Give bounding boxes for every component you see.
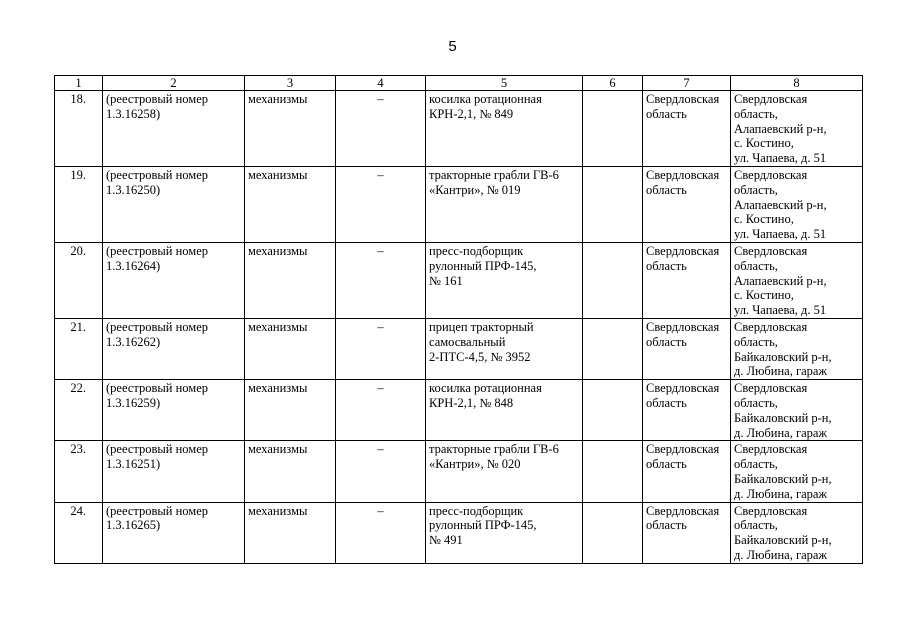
address-cell-line: д. Любина, гараж [734,486,828,501]
address-cell [731,91,863,167]
address-cell-line: Свердловская [734,244,808,258]
address-cell-line: Алапаевский р-н, [734,273,827,288]
registry-cell-line: 1.3.16265) [106,518,161,533]
registry-cell-line: (реестровый номер [106,244,209,258]
table-row [55,167,863,243]
address-cell-line: область, [734,518,778,533]
header-cell-2: 2 [103,76,245,91]
page-number: 5 [448,38,457,55]
registry-cell [103,441,245,502]
address-cell-line: область, [734,106,778,121]
name-cell [426,167,583,243]
col4-cell: – [336,319,426,380]
type-cell: механизмы [245,91,336,167]
type-cell: механизмы [245,167,336,243]
address-cell-line: область, [734,258,778,273]
region-cell-line: область [646,106,687,121]
row-number: 22. [55,380,103,441]
col6-cell [583,319,643,380]
row-number: 19. [55,167,103,243]
registry-cell [103,167,245,243]
registry-cell-line: (реестровый номер [106,381,209,396]
table-row [55,319,863,380]
address-cell-line: Алапаевский р-н, [734,121,827,136]
name-cell [426,243,583,319]
address-cell [731,502,863,563]
address-cell-line: ул. Чапаева, д. 51 [734,151,827,166]
address-cell [731,167,863,243]
registry-cell [103,91,245,167]
name-cell-line: рулонный ПРФ-145, [429,518,537,533]
name-cell-line: косилка ротационная [429,381,542,396]
region-cell-line: Свердловская [646,381,720,396]
col6-cell [583,380,643,441]
address-cell [731,319,863,380]
address-cell-line: область, [734,395,778,410]
address-cell-line: Свердловская [734,320,808,334]
header-cell-7: 7 [643,76,731,91]
name-cell-line: тракторные грабли ГВ-6 [429,168,559,182]
region-cell-line: Свердловская [646,320,720,334]
registry-cell [103,502,245,563]
type-cell: механизмы [245,380,336,441]
registry-cell [103,380,245,441]
address-cell [731,441,863,502]
address-cell-line: Свердловская [734,381,808,396]
address-cell-line: д. Любина, гараж [734,547,828,562]
name-cell-line: «Кантри», № 019 [429,182,521,197]
name-cell-line: прицеп тракторный [429,320,534,334]
region-cell-line: Свердловская [646,92,720,106]
col4-cell: – [336,167,426,243]
address-cell-line: Байкаловский р-н, [734,471,832,486]
col4-cell: – [336,380,426,441]
header-cell-3: 3 [245,76,336,91]
address-cell-line: д. Любина, гараж [734,364,828,379]
name-cell-line: 2-ПТС-4,5, № 3952 [429,349,531,364]
name-cell [426,380,583,441]
header-row [55,76,863,91]
name-cell-line: самосвальный [429,334,506,349]
address-cell-line: ул. Чапаева, д. 51 [734,303,827,318]
registry-cell [103,243,245,319]
row-number: 23. [55,441,103,502]
table-row [55,441,863,502]
region-cell-line: Свердловская [646,168,720,182]
row-number: 20. [55,243,103,319]
region-cell-line: область [646,258,687,273]
address-cell-line: с. Костино, [734,136,794,151]
header-cell-8: 8 [731,76,863,91]
header-cell-6: 6 [583,76,643,91]
registry-cell-line: 1.3.16262) [106,334,161,349]
address-cell-line: Свердловская [734,442,808,457]
name-cell-line: тракторные грабли ГВ-6 [429,442,559,457]
region-cell-line: Свердловская [646,503,720,518]
region-cell-line: область [646,182,687,197]
address-cell-line: ул. Чапаева, д. 51 [734,227,827,242]
region-cell [643,167,731,243]
address-cell-line: д. Любина, гараж [734,425,828,440]
address-cell-line: с. Костино, [734,288,794,303]
region-cell [643,319,731,380]
region-cell [643,502,731,563]
registry-cell-line: (реестровый номер [106,92,209,106]
row-number: 24. [55,502,103,563]
address-cell-line: область, [734,182,778,197]
table-body [55,91,863,564]
address-cell-line: Байкаловский р-н, [734,349,832,364]
name-cell-line: пресс-подборщик [429,244,524,258]
region-cell [643,380,731,441]
address-cell-line: Алапаевский р-н, [734,197,827,212]
name-cell-line: № 161 [429,273,463,288]
type-cell: механизмы [245,441,336,502]
name-cell [426,502,583,563]
name-cell [426,441,583,502]
registry-cell-line: (реестровый номер [106,168,209,182]
col4-cell: – [336,91,426,167]
name-cell-line: косилка ротационная [429,92,542,106]
name-cell-line: рулонный ПРФ-145, [429,258,537,273]
registry-cell-line: 1.3.16251) [106,457,161,472]
col6-cell [583,91,643,167]
region-cell-line: область [646,395,687,410]
region-cell-line: Свердловская [646,244,720,258]
col6-cell [583,502,643,563]
address-cell-line: Свердловская [734,168,808,182]
col6-cell [583,441,643,502]
address-cell-line: с. Костино, [734,212,794,227]
name-cell [426,91,583,167]
name-cell-line: пресс-подборщик [429,503,524,518]
header-cell-5: 5 [426,76,583,91]
address-cell-line: область, [734,334,778,349]
name-cell [426,319,583,380]
name-cell-line: КРН-2,1, № 849 [429,106,514,121]
registry-cell-line: (реестровый номер [106,442,209,457]
address-cell-line: Байкаловский р-н, [734,533,832,548]
row-number: 21. [55,319,103,380]
address-cell [731,243,863,319]
table-row [55,243,863,319]
address-cell-line: Свердловская [734,92,808,106]
region-cell [643,441,731,502]
region-cell-line: область [646,334,687,349]
table-row [55,502,863,563]
table-row [55,380,863,441]
col4-cell: – [336,502,426,563]
address-cell [731,380,863,441]
registry-cell-line: (реестровый номер [106,320,209,334]
col4-cell: – [336,441,426,502]
name-cell-line: КРН-2,1, № 848 [429,395,514,410]
address-cell-line: Байкаловский р-н, [734,410,832,425]
property-table [54,75,863,564]
registry-cell [103,319,245,380]
region-cell [643,91,731,167]
type-cell: механизмы [245,319,336,380]
registry-cell-line: 1.3.16258) [106,106,161,121]
header-cell-1: 1 [55,76,103,91]
name-cell-line: «Кантри», № 020 [429,457,521,472]
region-cell-line: Свердловская [646,442,720,457]
name-cell-line: № 491 [429,533,463,548]
region-cell-line: область [646,457,687,472]
table-row [55,91,863,167]
registry-cell-line: (реестровый номер [106,503,209,518]
type-cell: механизмы [245,243,336,319]
col4-cell: – [336,243,426,319]
col6-cell [583,167,643,243]
col6-cell [583,243,643,319]
address-cell-line: Свердловская [734,503,808,518]
registry-cell-line: 1.3.16250) [106,182,161,197]
region-cell [643,243,731,319]
registry-cell-line: 1.3.16264) [106,258,161,273]
row-number: 18. [55,91,103,167]
registry-cell-line: 1.3.16259) [106,395,161,410]
region-cell-line: область [646,518,687,533]
address-cell-line: область, [734,457,778,472]
header-cell-4: 4 [336,76,426,91]
type-cell: механизмы [245,502,336,563]
